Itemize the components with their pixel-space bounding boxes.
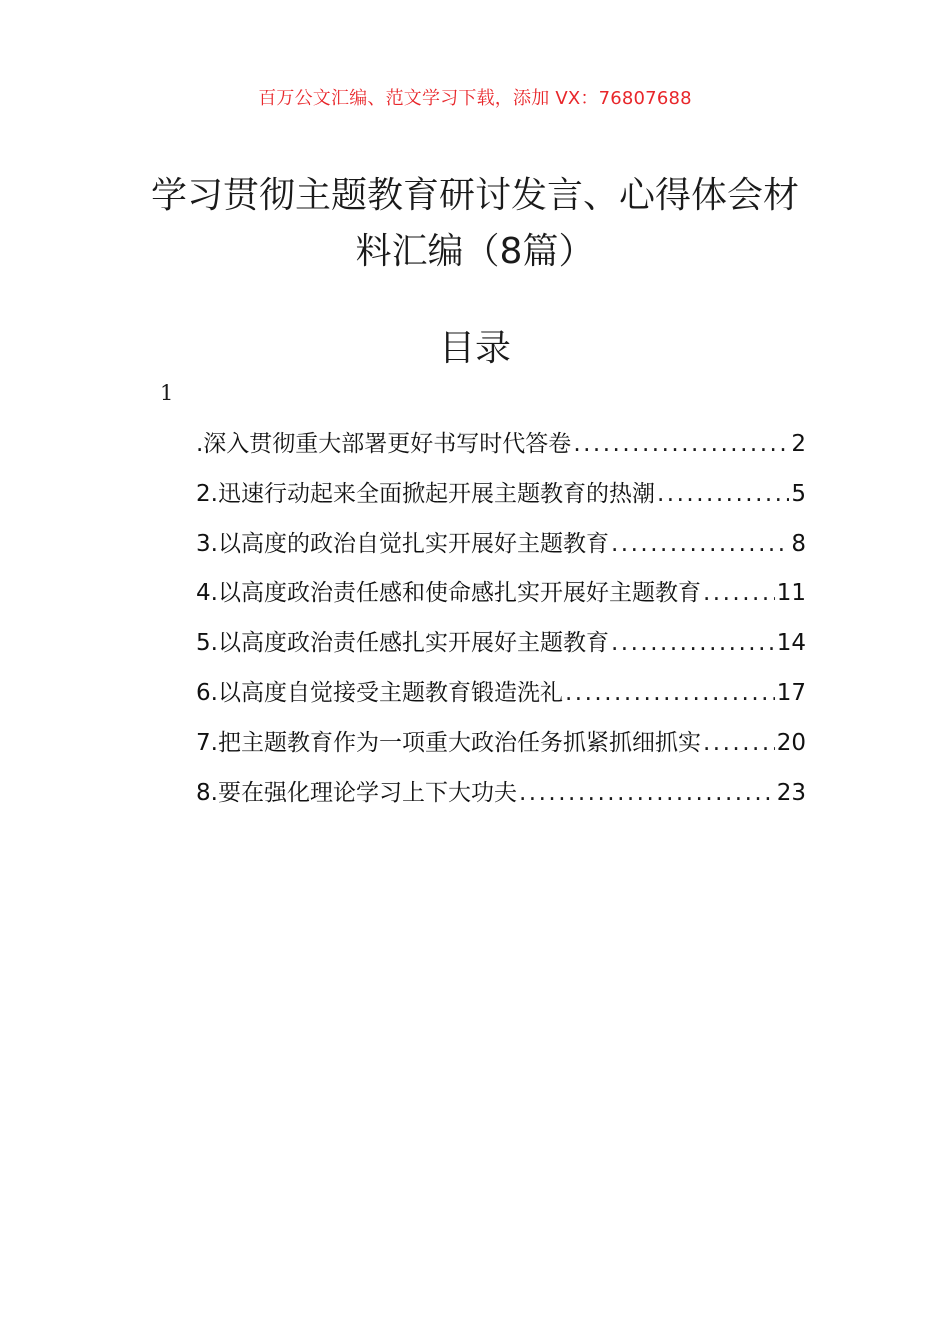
toc-entry-page: 14 [776,630,806,657]
toc-leader-dots [565,669,775,719]
toc-entry-page: 11 [776,580,806,607]
toc-entry-page: 8 [791,530,806,557]
document-title [120,168,830,280]
toc-entry-5[interactable] [196,619,806,669]
toc-entry-title: .深入贯彻重大部署更好书写时代答卷 [196,431,572,457]
toc-entry-page: 23 [776,779,806,806]
toc-entry-page: 2 [791,431,806,457]
toc-entry-6[interactable] [196,669,806,719]
toc-entry-1[interactable] [196,420,806,470]
toc-entry-page: 5 [791,480,806,507]
watermark-text: 百万公文汇编、范文学习下载，添加 VX：76807688 [258,88,692,109]
toc-entry-title: 6.以高度自觉接受主题教育锻造洗礼 [196,679,563,706]
toc-leader-dots [703,719,775,769]
toc-entry-page: 20 [776,729,806,756]
toc-entry-title: 5.以高度政治责任感扎实开展好主题教育 [196,630,609,657]
toc-entry-title: 2.迅速行动起来全面掀起开展主题教育的热潮 [196,480,655,507]
toc-entry-7[interactable] [196,719,806,769]
toc-heading: 目录 [438,328,511,369]
toc-leader-dots [573,420,789,470]
stray-number: 1 [160,381,174,405]
document-title-line-2: 料汇编（8篇） [355,231,595,272]
toc-entry-title: 7.把主题教育作为一项重大政治任务抓紧抓细抓实 [196,729,701,756]
toc-leader-dots [519,769,775,819]
toc-leader-dots [611,520,789,570]
toc-entry-8[interactable] [196,769,806,819]
toc-entry-3[interactable] [196,520,806,570]
document-title-line-1: 学习贯彻主题教育研讨发言、心得体会材 [150,175,799,216]
toc-entry-title: 4.以高度政治责任感和使命感扎实开展好主题教育 [196,580,701,607]
toc-leader-dots [703,569,775,619]
toc-leader-dots [657,470,789,520]
toc-entry-2[interactable] [196,470,806,520]
toc-entry-title: 3.以高度的政治自觉扎实开展好主题教育 [196,530,609,557]
toc-list [196,420,806,818]
toc-leader-dots [611,619,775,669]
toc-entry-4[interactable] [196,569,806,619]
toc-entry-title: 8.要在强化理论学习上下大功夫 [196,779,517,806]
toc-entry-page: 17 [776,679,806,706]
